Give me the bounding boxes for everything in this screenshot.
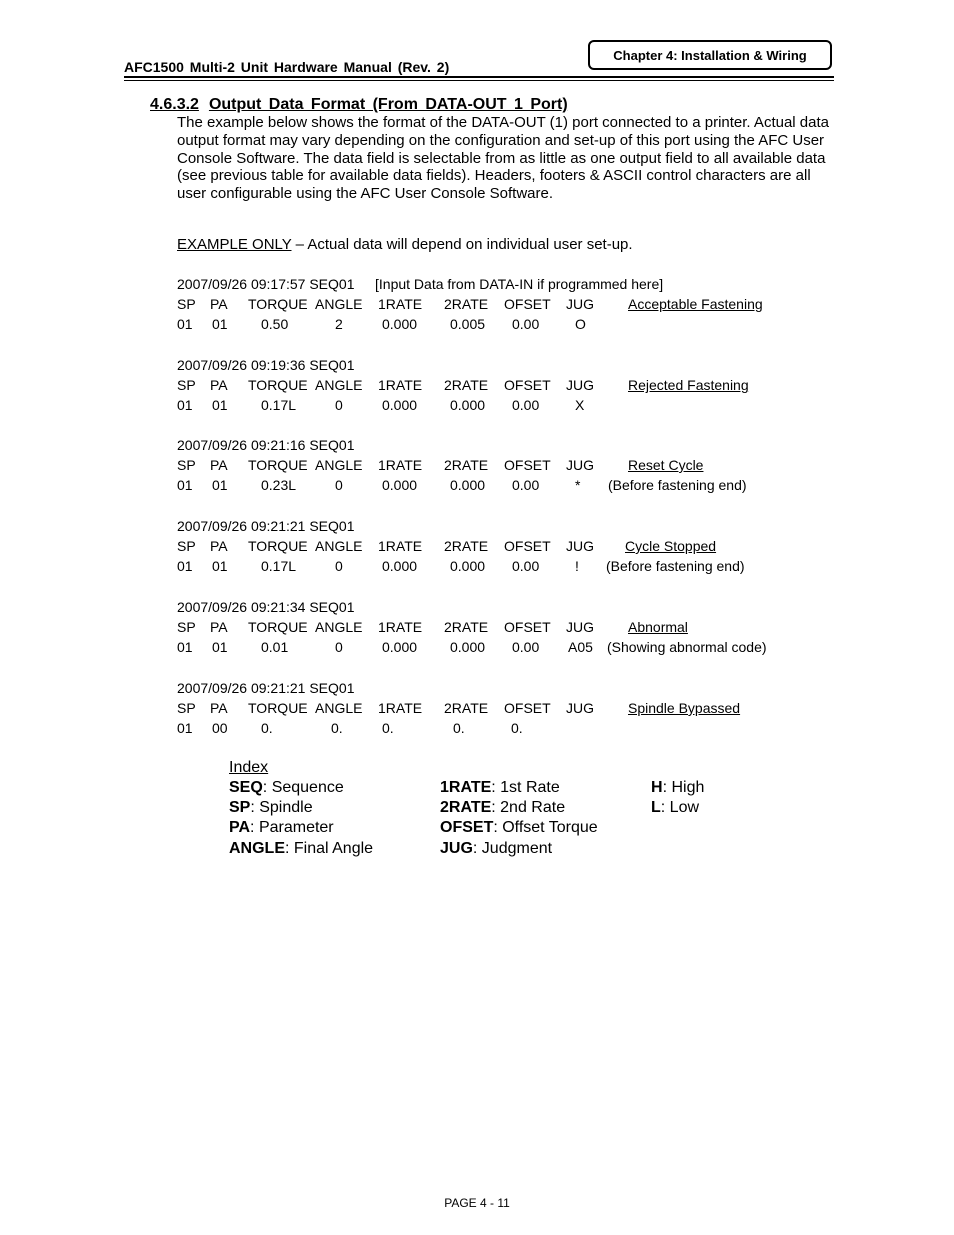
- column-header-jug: JUG: [566, 296, 594, 312]
- value-sp: 01: [177, 558, 193, 574]
- value-ofset: 0.00: [512, 639, 540, 655]
- value-2rate: 0.000: [450, 477, 486, 493]
- value-angle: 0: [335, 477, 343, 493]
- column-header-pa: PA: [210, 619, 228, 635]
- record-comment: (Showing abnormal code): [607, 639, 767, 655]
- value-ofset: 0.: [511, 720, 523, 736]
- record-timestamp: 2007/09/26 09:21:21 SEQ01: [177, 680, 355, 696]
- example-note: [177, 236, 633, 253]
- section-title: Output Data Format (From DATA-OUT 1 Port): [208, 96, 568, 113]
- index-item-h: [651, 779, 704, 797]
- column-header-1rate: 1RATE: [378, 296, 423, 312]
- column-header-angle: ANGLE: [315, 296, 363, 312]
- index-desc: : Offset Torque: [493, 819, 598, 836]
- index-item-angle: [229, 840, 373, 858]
- record-label: Rejected Fastening: [628, 377, 749, 393]
- column-header-ofset: OFSET: [504, 619, 551, 635]
- index-desc: : 2nd Rate: [491, 799, 566, 816]
- value-pa: 01: [212, 316, 228, 332]
- example-only-label: EXAMPLE ONLY: [177, 236, 292, 253]
- manual-title: AFC1500 Multi-2 Unit Hardware Manual (Rev. 2): [124, 59, 450, 75]
- column-header-torque: TORQUE: [248, 377, 308, 393]
- column-header-pa: PA: [210, 296, 228, 312]
- column-header-1rate: 1RATE: [378, 619, 423, 635]
- value-1rate: 0.000: [382, 639, 418, 655]
- index-key: L: [651, 799, 661, 816]
- value-torque: 0.50: [261, 316, 289, 332]
- column-header-pa: PA: [210, 457, 228, 473]
- index-desc: : Parameter: [250, 819, 334, 836]
- record-label: Spindle Bypassed: [628, 700, 741, 716]
- column-header-sp: SP: [177, 538, 196, 554]
- value-sp: 01: [177, 316, 193, 332]
- column-header-pa: PA: [210, 377, 228, 393]
- column-header-1rate: 1RATE: [378, 538, 423, 554]
- index-key: JUG: [440, 840, 473, 857]
- value-pa: 01: [212, 558, 228, 574]
- value-sp: 01: [177, 639, 193, 655]
- record-timestamp: 2007/09/26 09:21:34 SEQ01: [177, 599, 355, 615]
- value-angle: 0: [335, 558, 343, 574]
- value-sp: 01: [177, 397, 193, 413]
- column-header-sp: SP: [177, 377, 196, 393]
- value-ofset: 0.00: [512, 316, 540, 332]
- value-1rate: 0.000: [382, 397, 418, 413]
- index-key: SEQ: [229, 779, 263, 796]
- value-jug: A05: [568, 639, 593, 655]
- record-label: Acceptable Fastening: [628, 296, 763, 312]
- index-key: H: [651, 779, 663, 796]
- value-2rate: 0.000: [450, 639, 486, 655]
- value-jug: *: [575, 477, 581, 493]
- value-ofset: 0.00: [512, 558, 540, 574]
- chapter-label: Chapter 4: Installation & Wiring: [588, 40, 832, 70]
- column-header-ofset: OFSET: [504, 538, 551, 554]
- index-item-2rate: [440, 799, 565, 817]
- column-header-2rate: 2RATE: [444, 296, 489, 312]
- example-note-text: – Actual data will depend on individual user set-up.: [291, 236, 633, 253]
- index-key: ANGLE: [229, 840, 285, 857]
- column-header-2rate: 2RATE: [444, 538, 489, 554]
- index-item-1rate: [440, 779, 560, 797]
- value-angle: 0.: [331, 720, 343, 736]
- index-desc: : Spindle: [250, 799, 313, 816]
- value-jug: X: [575, 397, 585, 413]
- column-header-angle: ANGLE: [315, 619, 363, 635]
- value-angle: 0: [335, 639, 343, 655]
- intro-paragraph: The example below shows the format of the DATA-OUT (1) port connected to a printer. Actual data output format may vary depending on the configuration and set-up of this port using the AFC User Console Software. The data field is selectable from as little as one output field to all available data (see previous table for available data fields). Headers, footers & ASCII control characters are all user configurable using the AFC User Console Software.: [177, 114, 829, 203]
- column-header-sp: SP: [177, 619, 196, 635]
- index-key: OFSET: [440, 819, 494, 836]
- index-desc: : Low: [660, 799, 700, 816]
- index-desc: : Judgment: [472, 840, 553, 857]
- column-header-torque: TORQUE: [248, 700, 308, 716]
- value-angle: 0: [335, 397, 343, 413]
- value-1rate: 0.000: [382, 558, 418, 574]
- value-ofset: 0.00: [512, 477, 540, 493]
- column-header-1rate: 1RATE: [378, 700, 423, 716]
- record-comment: (Before fastening end): [606, 558, 745, 574]
- record-timestamp: 2007/09/26 09:21:16 SEQ01: [177, 437, 355, 453]
- value-torque: 0.23L: [261, 477, 297, 493]
- column-header-angle: ANGLE: [315, 377, 363, 393]
- record-timestamp: 2007/09/26 09:19:36 SEQ01: [177, 357, 355, 373]
- column-header-jug: JUG: [566, 538, 594, 554]
- column-header-angle: ANGLE: [315, 457, 363, 473]
- value-pa: 01: [212, 477, 228, 493]
- column-header-torque: TORQUE: [248, 296, 308, 312]
- column-header-pa: PA: [210, 538, 228, 554]
- value-2rate: 0.005: [450, 316, 486, 332]
- column-header-jug: JUG: [566, 619, 594, 635]
- value-ofset: 0.00: [512, 397, 540, 413]
- index-item-pa: [229, 819, 334, 837]
- column-header-jug: JUG: [566, 457, 594, 473]
- index-desc: : 1st Rate: [491, 779, 560, 796]
- value-1rate: 0.: [382, 720, 394, 736]
- column-header-pa: PA: [210, 700, 228, 716]
- column-header-torque: TORQUE: [248, 457, 308, 473]
- value-2rate: 0.000: [450, 397, 486, 413]
- value-angle: 2: [335, 316, 343, 332]
- index-key: 1RATE: [440, 779, 492, 796]
- column-header-jug: JUG: [566, 377, 594, 393]
- value-torque: 0.01: [261, 639, 289, 655]
- record-label: Abnormal: [628, 619, 688, 635]
- header-rule-thin: [124, 80, 834, 81]
- record-label: Reset Cycle: [628, 457, 704, 473]
- section-heading: [150, 96, 568, 114]
- value-jug: !: [575, 558, 579, 574]
- index-item-jug: [440, 840, 552, 858]
- index-desc: : High: [662, 779, 705, 796]
- value-jug: O: [575, 316, 586, 332]
- value-torque: 0.17L: [261, 397, 297, 413]
- index-title: Index: [229, 759, 269, 776]
- index-key: PA: [229, 819, 251, 836]
- column-header-2rate: 2RATE: [444, 457, 489, 473]
- index-item-ofset: [440, 819, 598, 837]
- column-header-angle: ANGLE: [315, 700, 363, 716]
- column-header-2rate: 2RATE: [444, 377, 489, 393]
- index-item-seq: [229, 779, 344, 797]
- column-header-ofset: OFSET: [504, 296, 551, 312]
- value-sp: 01: [177, 477, 193, 493]
- value-1rate: 0.000: [382, 477, 418, 493]
- index-desc: : Final Angle: [285, 840, 374, 857]
- value-2rate: 0.000: [450, 558, 486, 574]
- value-sp: 01: [177, 720, 193, 736]
- section-number: 4.6.3.2: [150, 96, 199, 113]
- index-item-l: [651, 799, 699, 817]
- record-note: [Input Data from DATA-IN if programmed here]: [375, 276, 664, 292]
- column-header-sp: SP: [177, 296, 196, 312]
- page-number: PAGE 4 - 11: [444, 1196, 510, 1210]
- value-1rate: 0.000: [382, 316, 418, 332]
- record-timestamp: 2007/09/26 09:17:57 SEQ01: [177, 276, 355, 292]
- column-header-torque: TORQUE: [248, 538, 308, 554]
- column-header-jug: JUG: [566, 700, 594, 716]
- value-pa: 01: [212, 639, 228, 655]
- index-key: SP: [229, 799, 251, 816]
- value-2rate: 0.: [453, 720, 465, 736]
- header-rule: [124, 76, 834, 78]
- column-header-sp: SP: [177, 700, 196, 716]
- column-header-torque: TORQUE: [248, 619, 308, 635]
- value-torque: 0.17L: [261, 558, 297, 574]
- record-label: Cycle Stopped: [625, 538, 717, 554]
- column-header-ofset: OFSET: [504, 377, 551, 393]
- record-comment: (Before fastening end): [608, 477, 747, 493]
- column-header-1rate: 1RATE: [378, 457, 423, 473]
- column-header-ofset: OFSET: [504, 700, 551, 716]
- column-header-1rate: 1RATE: [378, 377, 423, 393]
- index-key: 2RATE: [440, 799, 492, 816]
- value-pa: 00: [212, 720, 228, 736]
- column-header-ofset: OFSET: [504, 457, 551, 473]
- record-timestamp: 2007/09/26 09:21:21 SEQ01: [177, 518, 355, 534]
- column-header-2rate: 2RATE: [444, 700, 489, 716]
- value-pa: 01: [212, 397, 228, 413]
- column-header-angle: ANGLE: [315, 538, 363, 554]
- column-header-sp: SP: [177, 457, 196, 473]
- value-torque: 0.: [261, 720, 273, 736]
- index-item-sp: [229, 799, 313, 817]
- index-desc: : Sequence: [262, 779, 344, 796]
- column-header-2rate: 2RATE: [444, 619, 489, 635]
